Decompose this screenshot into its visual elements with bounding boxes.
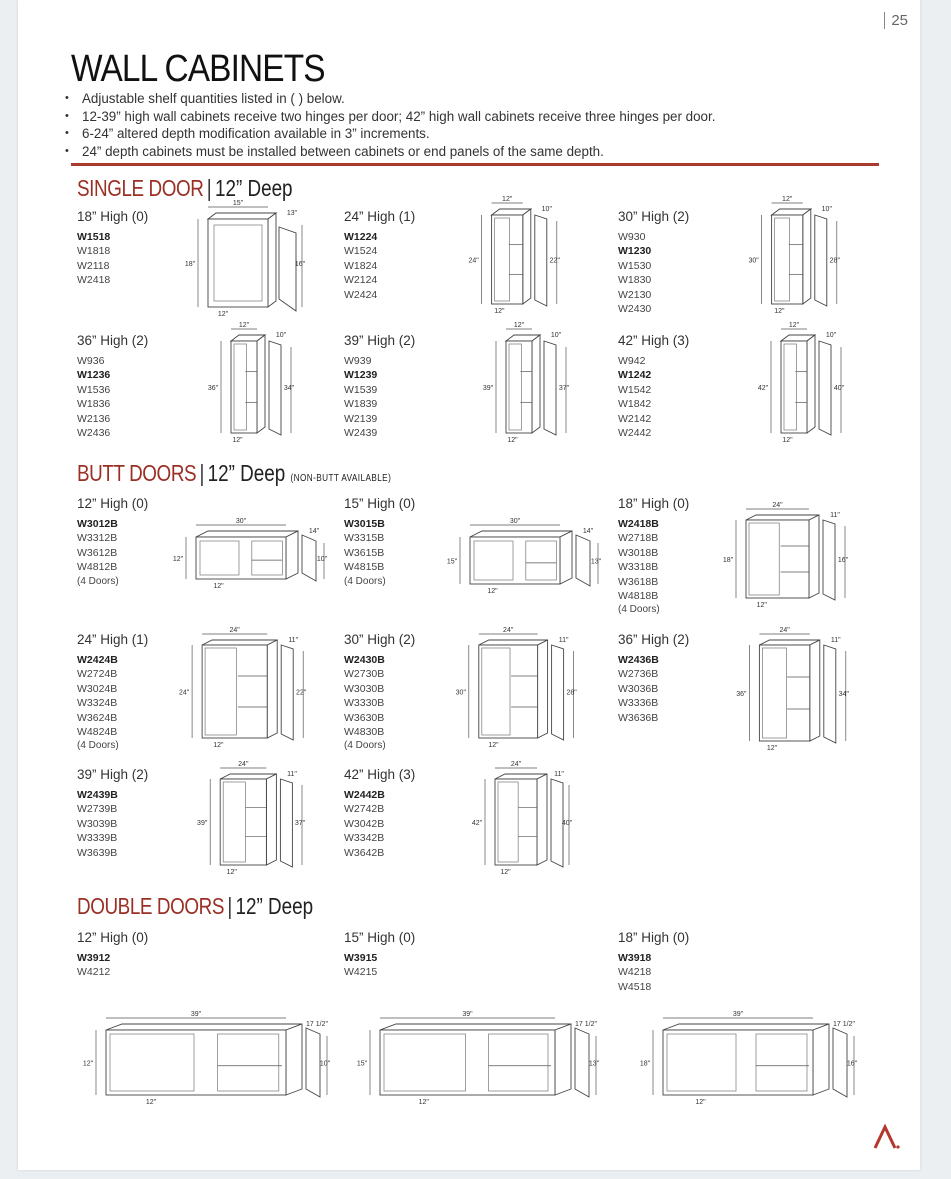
group-note: (4 Doors) bbox=[77, 740, 119, 752]
height-label: 18" bbox=[722, 557, 734, 564]
door-depth-label: 11" bbox=[287, 771, 297, 778]
group-heading: 18” High (0) bbox=[618, 930, 690, 945]
width-label: 24" bbox=[503, 627, 514, 634]
door-depth-label: 13" bbox=[286, 210, 298, 217]
group-heading: 39” High (2) bbox=[344, 333, 416, 348]
width-label: 30" bbox=[509, 518, 521, 525]
product-code: W2730B bbox=[344, 668, 385, 681]
product-code: W3624B bbox=[77, 711, 118, 724]
product-code: W936 bbox=[77, 355, 105, 367]
section-title-single-door: SINGLE DOOR | 12” Deep bbox=[77, 175, 293, 201]
cabinet-front bbox=[772, 215, 803, 304]
depth-label: 12" bbox=[226, 869, 237, 876]
group-note: (4 Doors) bbox=[77, 575, 119, 587]
product-code: W4824B bbox=[77, 726, 118, 739]
cabinet-front bbox=[759, 645, 809, 741]
open-door bbox=[575, 1028, 589, 1097]
product-code: W3630B bbox=[344, 711, 385, 724]
open-door bbox=[302, 535, 316, 581]
product-code: W1839 bbox=[344, 398, 378, 411]
cabinet-side bbox=[286, 1024, 302, 1095]
door-depth-label: 11" bbox=[554, 771, 564, 778]
product-code: W3330B bbox=[344, 697, 385, 710]
product-code: W3039B bbox=[77, 817, 118, 830]
open-door bbox=[269, 341, 281, 435]
depth-label: 12" bbox=[500, 869, 511, 876]
height-label: 39" bbox=[482, 385, 494, 392]
product-code: W1824 bbox=[344, 259, 378, 272]
page-number: 25 bbox=[884, 12, 908, 29]
open-door bbox=[815, 215, 827, 306]
height-label: 18" bbox=[639, 1060, 651, 1068]
group-heading: 30” High (2) bbox=[344, 632, 416, 647]
height-label: 30" bbox=[748, 257, 759, 265]
width-label: 39" bbox=[190, 1011, 202, 1018]
cabinet-front bbox=[663, 1030, 813, 1095]
product-code: W3015B bbox=[344, 518, 385, 530]
product-code: W2424 bbox=[344, 288, 378, 301]
cabinet-front bbox=[781, 341, 807, 433]
cabinet-drawing-b39 bbox=[196, 761, 306, 876]
inner-height-label: 10" bbox=[316, 556, 328, 563]
open-door bbox=[819, 341, 831, 435]
product-code: W4212 bbox=[77, 966, 111, 979]
inner-height-label: 34" bbox=[283, 385, 295, 392]
product-code: W1542 bbox=[618, 383, 652, 396]
product-code: W930 bbox=[618, 231, 646, 243]
cabinet-front bbox=[380, 1030, 555, 1095]
product-code: W3342B bbox=[344, 832, 385, 845]
cabinet-top bbox=[479, 640, 548, 645]
cabinet-top bbox=[208, 213, 276, 219]
cabinet-drawing-d18 bbox=[633, 1008, 858, 1108]
cabinet-front bbox=[746, 520, 809, 598]
group-heading: 36” High (2) bbox=[77, 333, 149, 348]
depth-label: 12" bbox=[507, 437, 518, 444]
group-heading: 24” High (1) bbox=[77, 632, 149, 647]
section-name: SINGLE DOOR bbox=[77, 175, 204, 201]
open-door bbox=[823, 520, 835, 600]
cabinet-front bbox=[106, 1030, 286, 1095]
cabinet-drawing-d15 bbox=[350, 1008, 600, 1108]
note-item: • 24” depth cabinets must be installed between cabinets or end panels of the same depth. bbox=[82, 143, 715, 161]
product-code: W1836 bbox=[77, 398, 111, 411]
cabinet-drawing-b36 bbox=[733, 627, 853, 752]
inner-height-label: 37" bbox=[558, 385, 570, 392]
depth-label: 12" bbox=[494, 308, 505, 315]
product-code: W1518 bbox=[77, 231, 111, 243]
group-heading: 30” High (2) bbox=[618, 209, 690, 224]
page-title: WALL CABINETS bbox=[71, 48, 325, 90]
inner-height-label: 16" bbox=[846, 1060, 858, 1068]
group-heading: 42” High (3) bbox=[618, 333, 690, 348]
group-heading: 18” High (0) bbox=[618, 496, 690, 511]
cabinet-side bbox=[267, 640, 277, 738]
cabinet-side bbox=[803, 209, 811, 304]
cabinet-front bbox=[208, 219, 268, 307]
product-code: W2442B bbox=[344, 789, 385, 801]
cabinet-drawing-b15 bbox=[440, 515, 605, 600]
product-code: W3918 bbox=[618, 952, 652, 964]
open-door bbox=[824, 645, 836, 743]
door-depth-label: 10" bbox=[541, 206, 552, 213]
width-label: 12" bbox=[782, 196, 793, 203]
product-code: W3024B bbox=[77, 682, 118, 695]
product-code: W1239 bbox=[344, 369, 378, 382]
width-label: 24" bbox=[772, 502, 783, 509]
door-depth-label: 10" bbox=[550, 332, 562, 339]
open-door bbox=[535, 215, 547, 306]
group-heading: 15” High (0) bbox=[344, 496, 416, 511]
product-code: W1830 bbox=[618, 274, 652, 287]
cabinet-side bbox=[813, 1024, 829, 1095]
group-heading: 15” High (0) bbox=[344, 930, 416, 945]
product-code: W2124 bbox=[344, 274, 378, 287]
cabinet-drawing-s24 bbox=[458, 196, 578, 315]
inner-height-label: 40" bbox=[833, 385, 845, 392]
product-code: W3336B bbox=[618, 697, 659, 710]
cabinet-drawing-b24 bbox=[168, 627, 323, 749]
product-code: W3912 bbox=[77, 952, 111, 964]
cabinet-side bbox=[810, 640, 820, 741]
product-code: W2724B bbox=[77, 668, 118, 681]
width-label: 12" bbox=[502, 196, 513, 203]
open-door bbox=[279, 227, 296, 311]
height-label: 36" bbox=[207, 385, 219, 392]
product-code: W3339B bbox=[77, 832, 118, 845]
cabinet-top bbox=[196, 531, 298, 537]
door-depth-label: 11" bbox=[830, 637, 841, 644]
group-heading: 12” High (0) bbox=[77, 930, 149, 945]
product-code: W1236 bbox=[77, 369, 111, 382]
inner-height-label: 28" bbox=[566, 689, 577, 697]
product-code: W2439 bbox=[344, 427, 378, 440]
product-code: W3036B bbox=[618, 682, 659, 695]
height-label: 15" bbox=[446, 558, 458, 566]
cabinet-drawing-s42 bbox=[753, 322, 853, 444]
product-code: W1242 bbox=[618, 369, 652, 382]
width-label: 24" bbox=[229, 627, 240, 634]
product-code: W2436B bbox=[618, 654, 659, 666]
height-label: 24" bbox=[178, 689, 190, 697]
cabinet-side bbox=[537, 774, 547, 865]
width-label: 12" bbox=[788, 322, 800, 329]
cabinet-top bbox=[746, 515, 819, 520]
door-depth-label: 11" bbox=[288, 637, 299, 644]
inner-height-label: 37" bbox=[294, 820, 306, 827]
cabinet-drawing-s18 bbox=[168, 200, 318, 318]
door-depth-label: 11" bbox=[830, 512, 840, 519]
product-code: W3042B bbox=[344, 817, 385, 830]
cabinet-drawing-b18 bbox=[713, 502, 863, 609]
open-door bbox=[552, 645, 564, 740]
group-d18 bbox=[618, 930, 788, 994]
cabinet-top bbox=[380, 1024, 571, 1030]
group-note: (4 Doors) bbox=[344, 575, 386, 587]
product-code: W2718B bbox=[618, 532, 659, 545]
cabinet-drawing-d12 bbox=[76, 1008, 331, 1108]
group-heading: 36” High (2) bbox=[618, 632, 690, 647]
product-code: W942 bbox=[618, 355, 646, 367]
cabinet-top bbox=[663, 1024, 829, 1030]
product-code: W3915 bbox=[344, 952, 378, 964]
product-code: W2136 bbox=[77, 412, 111, 425]
section-depth: 12” Deep bbox=[214, 175, 293, 201]
depth-label: 12" bbox=[695, 1099, 706, 1106]
inner-height-label: 22" bbox=[549, 257, 560, 265]
section-name: DOUBLE DOORS bbox=[77, 893, 225, 919]
inner-height-label: 40" bbox=[561, 820, 573, 827]
divider-rule bbox=[71, 163, 879, 166]
width-label: 39" bbox=[732, 1011, 744, 1018]
product-code: W1530 bbox=[618, 259, 652, 272]
section-note: (NON-BUTT AVAILABLE) bbox=[290, 473, 392, 484]
cabinet-front bbox=[492, 215, 523, 304]
product-code: W4812B bbox=[77, 561, 118, 574]
cabinet-side bbox=[523, 209, 531, 304]
notes-list bbox=[82, 90, 715, 160]
note-item: • 6-24” altered depth modification available in 3” increments. bbox=[82, 125, 715, 143]
depth-label: 12" bbox=[488, 742, 499, 749]
product-code: W1536 bbox=[77, 383, 111, 396]
height-label: 12" bbox=[172, 556, 184, 563]
group-note: (4 Doors) bbox=[618, 604, 660, 616]
product-code: W3315B bbox=[344, 532, 385, 545]
open-door bbox=[833, 1028, 847, 1097]
cabinet-side bbox=[538, 640, 548, 738]
section-name: BUTT DOORS bbox=[77, 460, 197, 486]
section-title-butt-doors: BUTT DOORS | 12” Deep (NON-BUTT AVAILABLE) bbox=[77, 460, 392, 486]
cabinet-front bbox=[202, 645, 267, 738]
product-code: W4818B bbox=[618, 590, 659, 603]
cabinet-side bbox=[532, 335, 540, 433]
product-code: W2436 bbox=[77, 427, 111, 440]
product-code: W3030B bbox=[344, 682, 385, 695]
section-title-double-doors: DOUBLE DOORS | 12” Deep bbox=[77, 893, 314, 919]
product-code: W2142 bbox=[618, 412, 652, 425]
cabinet-front bbox=[495, 779, 537, 865]
cabinet-side bbox=[807, 335, 815, 433]
product-code: W4218 bbox=[618, 966, 652, 979]
inner-height-label: 16" bbox=[837, 557, 849, 564]
door-depth-label: 10" bbox=[275, 332, 287, 339]
depth-label: 12" bbox=[766, 745, 778, 752]
height-label: 42" bbox=[757, 385, 769, 392]
group-note: (4 Doors) bbox=[344, 740, 386, 752]
cabinet-drawing-b30 bbox=[448, 627, 588, 749]
product-code: W1524 bbox=[344, 245, 378, 258]
open-door bbox=[306, 1028, 320, 1097]
cabinet-side bbox=[560, 531, 572, 584]
product-code: W2118 bbox=[77, 259, 110, 272]
depth-label: 12" bbox=[418, 1099, 429, 1106]
height-label: 30" bbox=[455, 689, 466, 697]
product-code: W2439B bbox=[77, 789, 118, 801]
height-label: 18" bbox=[184, 261, 196, 268]
width-label: 30" bbox=[235, 518, 247, 525]
depth-label: 12" bbox=[213, 583, 224, 590]
cabinet-drawing-b12 bbox=[166, 515, 331, 595]
note-item: • Adjustable shelf quantities listed in ( ) below. bbox=[82, 90, 715, 108]
inner-height-label: 22" bbox=[296, 689, 307, 697]
cabinet-side bbox=[266, 774, 276, 865]
section-depth: 12” Deep bbox=[235, 893, 314, 919]
cabinet-drawing-s36 bbox=[203, 322, 303, 444]
catalog-page bbox=[18, 0, 920, 1170]
height-label: 39" bbox=[197, 820, 208, 827]
product-code: W3324B bbox=[77, 697, 118, 710]
inner-height-label: 34" bbox=[838, 691, 849, 698]
depth-label: 12" bbox=[232, 437, 243, 444]
product-code: W2139 bbox=[344, 412, 378, 425]
inner-height-label: 16" bbox=[294, 261, 306, 268]
depth-label: 12" bbox=[774, 308, 785, 315]
product-code: W1224 bbox=[344, 231, 378, 243]
door-depth-label: 17 1/2" bbox=[833, 1021, 855, 1028]
product-code: W2130 bbox=[618, 288, 652, 301]
product-code: W3012B bbox=[77, 518, 118, 530]
open-door bbox=[544, 341, 556, 435]
depth-label: 12" bbox=[145, 1099, 157, 1106]
group-heading: 39” High (2) bbox=[77, 767, 149, 782]
cabinet-front bbox=[220, 779, 266, 865]
door-depth-label: 17 1/2" bbox=[306, 1021, 328, 1028]
cabinet-front bbox=[506, 341, 532, 433]
product-code: W939 bbox=[344, 355, 372, 367]
inner-height-label: 10" bbox=[319, 1060, 331, 1068]
product-code: W3639B bbox=[77, 846, 118, 859]
cabinet-side bbox=[257, 335, 265, 433]
width-label: 39" bbox=[462, 1011, 473, 1018]
depth-label: 12" bbox=[217, 311, 229, 318]
depth-label: 12" bbox=[756, 602, 767, 609]
product-code: W4830B bbox=[344, 726, 385, 739]
product-code: W3312B bbox=[77, 532, 118, 545]
cabinet-front bbox=[231, 341, 257, 433]
product-code: W3615B bbox=[344, 546, 385, 559]
cabinet-front bbox=[196, 537, 286, 579]
depth-label: 12" bbox=[487, 588, 498, 595]
cabinet-drawing-s30 bbox=[738, 196, 858, 315]
group-heading: 42” High (3) bbox=[344, 767, 416, 782]
group-d12 bbox=[77, 930, 247, 980]
product-code: W1230 bbox=[618, 245, 652, 258]
product-code: W3018B bbox=[618, 546, 659, 559]
height-label: 12" bbox=[82, 1060, 94, 1068]
product-code: W2424B bbox=[77, 654, 118, 666]
door-depth-label: 14" bbox=[582, 528, 594, 535]
width-label: 12" bbox=[513, 322, 525, 329]
product-code: W4215 bbox=[344, 966, 378, 979]
inner-height-label: 13" bbox=[588, 1060, 600, 1068]
cabinet-side bbox=[555, 1024, 571, 1095]
height-label: 24" bbox=[468, 257, 479, 265]
product-code: W3636B bbox=[618, 711, 659, 724]
cabinet-top bbox=[106, 1024, 302, 1030]
product-code: W3642B bbox=[344, 846, 385, 859]
cabinet-drawing-s39 bbox=[478, 322, 578, 444]
product-code: W2736B bbox=[618, 668, 659, 681]
cabinet-top bbox=[202, 640, 277, 645]
cabinet-top bbox=[470, 531, 572, 537]
width-label: 24" bbox=[238, 761, 249, 768]
height-label: 36" bbox=[736, 691, 747, 698]
open-door bbox=[280, 779, 292, 867]
door-depth-label: 10" bbox=[825, 332, 837, 339]
product-code: W2430B bbox=[344, 654, 385, 666]
product-code: W1539 bbox=[344, 383, 378, 396]
cabinet-front bbox=[479, 645, 538, 738]
group-heading: 12” High (0) bbox=[77, 496, 149, 511]
product-code: W3618B bbox=[618, 575, 659, 588]
open-door bbox=[576, 535, 590, 586]
height-label: 42" bbox=[471, 820, 483, 827]
group-heading: 18” High (0) bbox=[77, 209, 149, 224]
inner-height-label: 13" bbox=[590, 558, 602, 566]
product-code: W2418 bbox=[77, 274, 111, 287]
width-label: 24" bbox=[510, 761, 522, 768]
inner-height-label: 28" bbox=[829, 257, 840, 265]
depth-label: 12" bbox=[213, 742, 224, 749]
depth-label: 12" bbox=[782, 437, 793, 444]
cabinet-side bbox=[809, 515, 819, 598]
open-door bbox=[281, 645, 293, 740]
product-code: W1818 bbox=[77, 245, 111, 258]
width-label: 15" bbox=[232, 200, 244, 207]
product-code: W2442 bbox=[618, 427, 652, 440]
group-heading: 24” High (1) bbox=[344, 209, 416, 224]
width-label: 12" bbox=[238, 322, 250, 329]
product-code: W3612B bbox=[77, 546, 118, 559]
product-code: W2739B bbox=[77, 803, 118, 816]
door-depth-label: 11" bbox=[558, 637, 569, 644]
cabinet-drawing-b42 bbox=[471, 761, 573, 876]
section-depth: 12” Deep bbox=[207, 460, 286, 486]
cabinet-front bbox=[470, 537, 560, 584]
product-code: W2742B bbox=[344, 803, 385, 816]
note-item: • 12-39” high wall cabinets receive two hinges per door; 42” high wall cabinets receive three hinges per door. bbox=[82, 108, 715, 126]
product-code: W4815B bbox=[344, 561, 385, 574]
cabinet-side bbox=[286, 531, 298, 579]
width-label: 24" bbox=[779, 627, 790, 634]
product-code: W1842 bbox=[618, 398, 652, 411]
door-depth-label: 17 1/2" bbox=[575, 1021, 597, 1028]
door-depth-label: 14" bbox=[308, 528, 320, 535]
product-code: W4518 bbox=[618, 980, 652, 993]
height-label: 15" bbox=[356, 1060, 368, 1068]
product-code: W2418B bbox=[618, 518, 659, 530]
cabinet-side bbox=[268, 213, 276, 307]
door-depth-label: 10" bbox=[821, 206, 832, 213]
product-code: W2430 bbox=[618, 303, 652, 316]
brand-logo bbox=[873, 1124, 901, 1155]
product-code: W3318B bbox=[618, 561, 659, 574]
group-d15 bbox=[344, 930, 514, 980]
